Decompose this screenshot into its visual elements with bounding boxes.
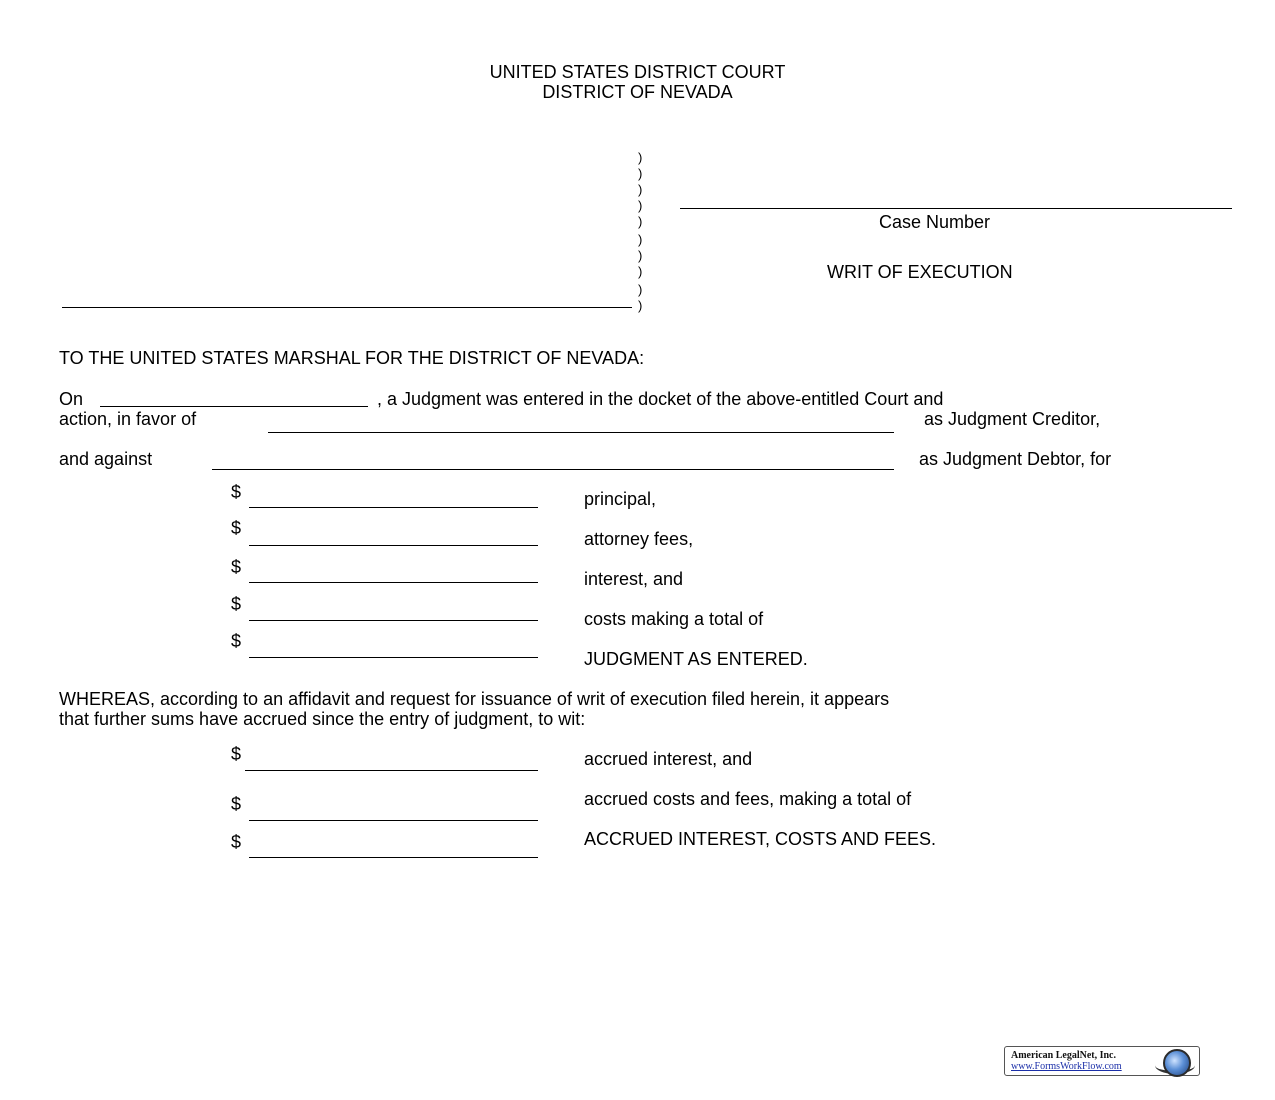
currency-sign: $ [231, 518, 242, 538]
caption-paren: ) [638, 150, 643, 165]
creditor-label: as Judgment Creditor, [924, 409, 1101, 429]
on-label: On [59, 389, 84, 409]
caption-paren: ) [638, 198, 643, 213]
accrued-costs-amount-line[interactable] [249, 820, 538, 821]
judgment-total-amount-line[interactable] [249, 657, 538, 658]
accrued-total-amount-line[interactable] [249, 857, 538, 858]
favor-label: action, in favor of [59, 409, 197, 429]
caption-paren: ) [638, 182, 643, 197]
party-name-line[interactable] [62, 307, 632, 308]
costs-amount-line[interactable] [249, 620, 538, 621]
amount-label-interest: interest, and [584, 569, 684, 589]
accrued-interest-amount-line[interactable] [245, 770, 538, 771]
currency-sign: $ [231, 557, 242, 577]
amount-label-principal: principal, [584, 489, 657, 509]
globe-icon [1163, 1049, 1191, 1077]
court-name: UNITED STATES DISTRICT COURT [489, 62, 786, 82]
logo-company-name: American LegalNet, Inc. [1011, 1050, 1116, 1061]
principal-amount-line[interactable] [249, 507, 538, 508]
caption-paren: ) [638, 232, 643, 247]
debtor-label: as Judgment Debtor, for [919, 449, 1112, 469]
accrued-label-costs: accrued costs and fees, making a total of [584, 789, 912, 809]
caption-paren: ) [638, 264, 643, 279]
document-title: WRIT OF EXECUTION [827, 262, 1013, 282]
currency-sign: $ [231, 631, 242, 651]
against-label: and against [59, 449, 153, 469]
attorney-fees-amount-line[interactable] [249, 545, 538, 546]
accrued-label-interest: accrued interest, and [584, 749, 753, 769]
whereas-line-2: that further sums have accrued since the entry of judgment, to wit: [59, 709, 586, 729]
american-legalnet-logo[interactable] [1004, 1046, 1200, 1076]
judgment-date-line[interactable] [100, 406, 368, 407]
caption-paren: ) [638, 248, 643, 263]
currency-sign: $ [231, 832, 242, 852]
caption-paren: ) [638, 298, 643, 313]
district-name: DISTRICT OF NEVADA [542, 82, 733, 102]
judgment-text: , a Judgment was entered in the docket of the above-entitled Court and [377, 389, 944, 409]
currency-sign: $ [231, 594, 242, 614]
whereas-line-1: WHEREAS, according to an affidavit and request for issuance of writ of execution filed herein, it appears [59, 689, 890, 709]
accrued-label-total: ACCRUED INTEREST, COSTS AND FEES. [584, 829, 937, 849]
amount-label-judgment-total: JUDGMENT AS ENTERED. [584, 649, 808, 669]
currency-sign: $ [231, 794, 242, 814]
currency-sign: $ [231, 744, 242, 764]
amount-label-attorney-fees: attorney fees, [584, 529, 694, 549]
logo-url-link[interactable]: www.FormsWorkFlow.com [1011, 1061, 1122, 1072]
amount-label-costs: costs making a total of [584, 609, 764, 629]
case-number-line[interactable] [680, 208, 1232, 209]
creditor-line[interactable] [268, 432, 894, 433]
caption-paren: ) [638, 214, 643, 229]
caption-paren: ) [638, 282, 643, 297]
caption-paren: ) [638, 166, 643, 181]
addressee: TO THE UNITED STATES MARSHAL FOR THE DISTRICT OF NEVADA: [59, 348, 645, 368]
debtor-line[interactable] [212, 469, 894, 470]
currency-sign: $ [231, 482, 242, 502]
interest-amount-line[interactable] [249, 582, 538, 583]
case-number-label: Case Number [879, 212, 991, 232]
